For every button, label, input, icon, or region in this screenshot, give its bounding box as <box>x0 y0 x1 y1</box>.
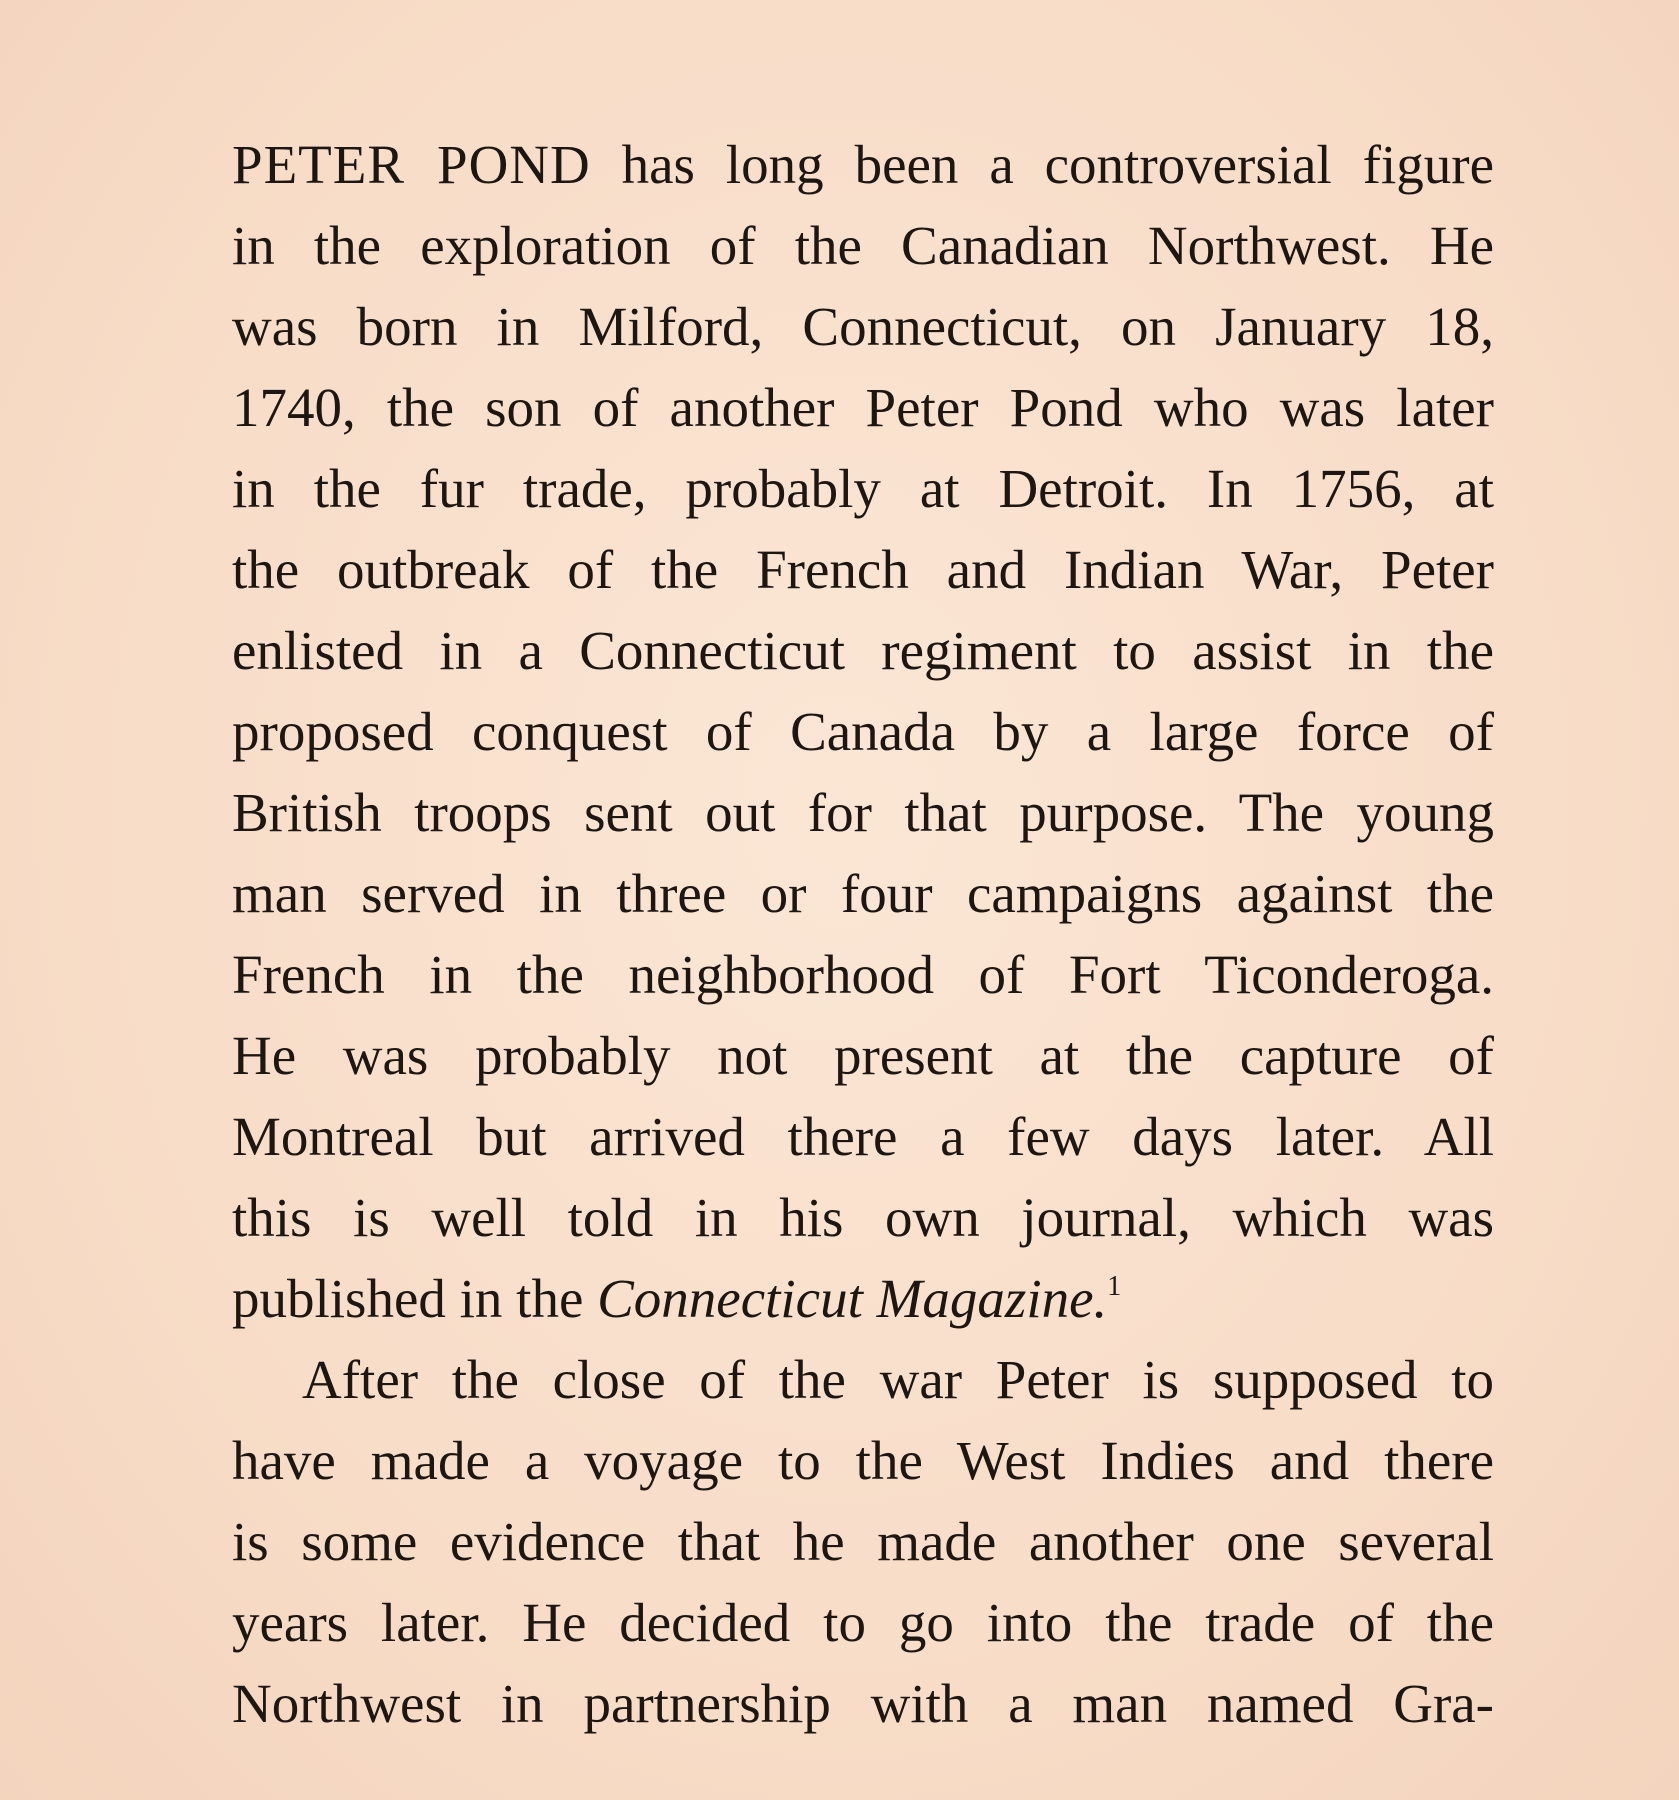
text-line: in the fur trade, probably at Detroit. In 1756, at <box>232 458 1494 519</box>
text-line: the outbreak of the French and Indian War, Peter <box>232 539 1494 600</box>
footnote-marker: 1 <box>1107 1271 1122 1302</box>
text-line: enlisted in a Connecticut regiment to assist in the <box>232 620 1494 681</box>
page-text <box>232 124 1494 1744</box>
text-line: After the close of the war Peter is supposed to <box>302 1349 1494 1410</box>
text-line: proposed conquest of Canada by a large force of <box>232 701 1494 762</box>
journal-title: Connecticut Magazine. <box>597 1268 1108 1329</box>
text-line: was born in Milford, Connecticut, on January 18, <box>232 296 1494 357</box>
text-line <box>232 1258 1494 1339</box>
paragraph-2 <box>232 1339 1494 1744</box>
text-line: Northwest in partnership with a man named Gra- <box>232 1673 1494 1734</box>
text-line: 1740, the son of another Peter Pond who was later <box>232 377 1494 438</box>
text-line: in the exploration of the Canadian Northwest. He <box>232 215 1494 276</box>
text-line: this is well told in his own journal, which was <box>232 1187 1494 1248</box>
text-line: years later. He decided to go into the trade of the <box>232 1592 1494 1653</box>
lead-in-name: PETER POND <box>232 134 591 195</box>
text-line: have made a voyage to the West Indies and there <box>232 1430 1494 1491</box>
text-line: is some evidence that he made another one several <box>232 1511 1494 1572</box>
text-line: Montreal but arrived there a few days later. All <box>232 1106 1494 1167</box>
text-line: British troops sent out for that purpose. The young <box>232 782 1494 843</box>
text-line: French in the neighborhood of Fort Ticonderoga. <box>232 944 1494 1005</box>
text-line <box>232 124 1494 205</box>
paragraph-1 <box>232 124 1494 1339</box>
line-text: has long been a controversial figure <box>590 134 1494 195</box>
text-line: He was probably not present at the capture of <box>232 1025 1494 1086</box>
line-text: published in the <box>232 1268 598 1329</box>
text-line: man served in three or four campaigns against the <box>232 863 1494 924</box>
